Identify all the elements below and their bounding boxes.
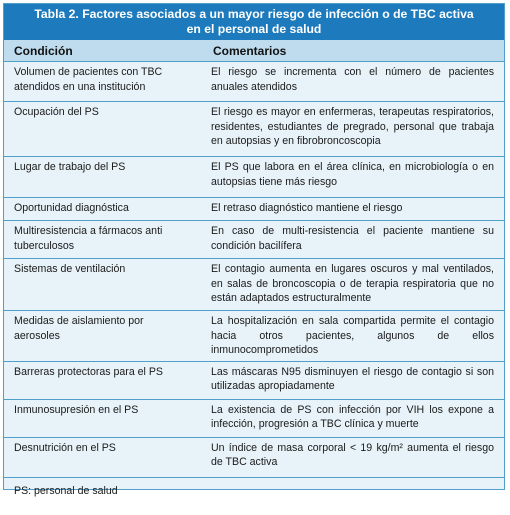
condition-cell: Sistemas de ventilación — [4, 259, 203, 311]
comment-cell: El contagio aumenta en lugares oscuros y mal ventilados, en salas de broncoscopia o de terapia respiratoria que no están adaptados estructuralmente — [203, 259, 504, 311]
condition-cell: Inmunosupresión en el PS — [4, 399, 203, 437]
table-row — [4, 311, 504, 362]
comment-cell: El PS que labora en el área clínica, en microbiología o en autopsias tiene más riesgo — [203, 157, 504, 198]
condition-cell: Medidas de aislamiento por aerosoles — [4, 311, 203, 362]
table-row — [4, 157, 504, 198]
table-row — [4, 437, 504, 477]
comment-cell: En caso de multi-resistencia el paciente mantiene su condición bacilífera — [203, 221, 504, 259]
table-row — [4, 399, 504, 437]
header-condition: Condición — [4, 40, 203, 62]
table-title-line-1: Tabla 2. Factores asociados a un mayor riesgo de infección o de TBC activa — [34, 7, 474, 21]
table-row — [4, 221, 504, 259]
comment-cell: El riesgo se incrementa con el número de pacientes anuales atendidos — [203, 62, 504, 102]
table-title — [4, 4, 504, 40]
factors-grid — [4, 40, 504, 515]
table-row — [4, 198, 504, 221]
condition-cell: Volumen de pacientes con TBC atendidos en una institución — [4, 62, 203, 102]
comment-cell: Un índice de masa corporal < 19 kg/m² aumenta el riesgo de TBC activa — [203, 437, 504, 477]
header-comments: Comentarios — [203, 40, 504, 62]
table-title-line-2: en el personal de salud — [186, 22, 322, 36]
footnote-row — [4, 477, 504, 515]
condition-cell: Ocupación del PS — [4, 102, 203, 157]
comment-cell: La existencia de PS con infección por VIH los expone a infección, progresión a TBC clínica y muerte — [203, 399, 504, 437]
comment-cell: La hospitalización en sala compartida permite el contagio hacia otros pacientes, algunos de ellos inmunocomprometidos — [203, 311, 504, 362]
header-row — [4, 40, 504, 62]
footnote: PS: personal de salud — [14, 484, 118, 497]
factors-table — [3, 3, 505, 497]
table-row — [4, 62, 504, 102]
table-row — [4, 361, 504, 399]
table-row — [4, 259, 504, 311]
condition-cell: Multiresistencia a fármacos anti tuberculosos — [4, 221, 203, 259]
condition-cell: Desnutrición en el PS — [4, 437, 203, 477]
condition-cell: Oportunidad diagnóstica — [4, 198, 203, 221]
table-row — [4, 102, 504, 157]
comment-cell: El riesgo es mayor en enfermeras, terapeutas respiratorios, residentes, estudiantes de pregrado, personal que trabaja en autopsias y en fibrobroncoscopia — [203, 102, 504, 157]
comment-cell: Las máscaras N95 disminuyen el riesgo de contagio si son utilizadas apropiadamente — [203, 361, 504, 399]
condition-cell: Lugar de trabajo del PS — [4, 157, 203, 198]
condition-cell: Barreras protectoras para el PS — [4, 361, 203, 399]
comment-cell: El retraso diagnóstico mantiene el riesgo — [203, 198, 504, 221]
